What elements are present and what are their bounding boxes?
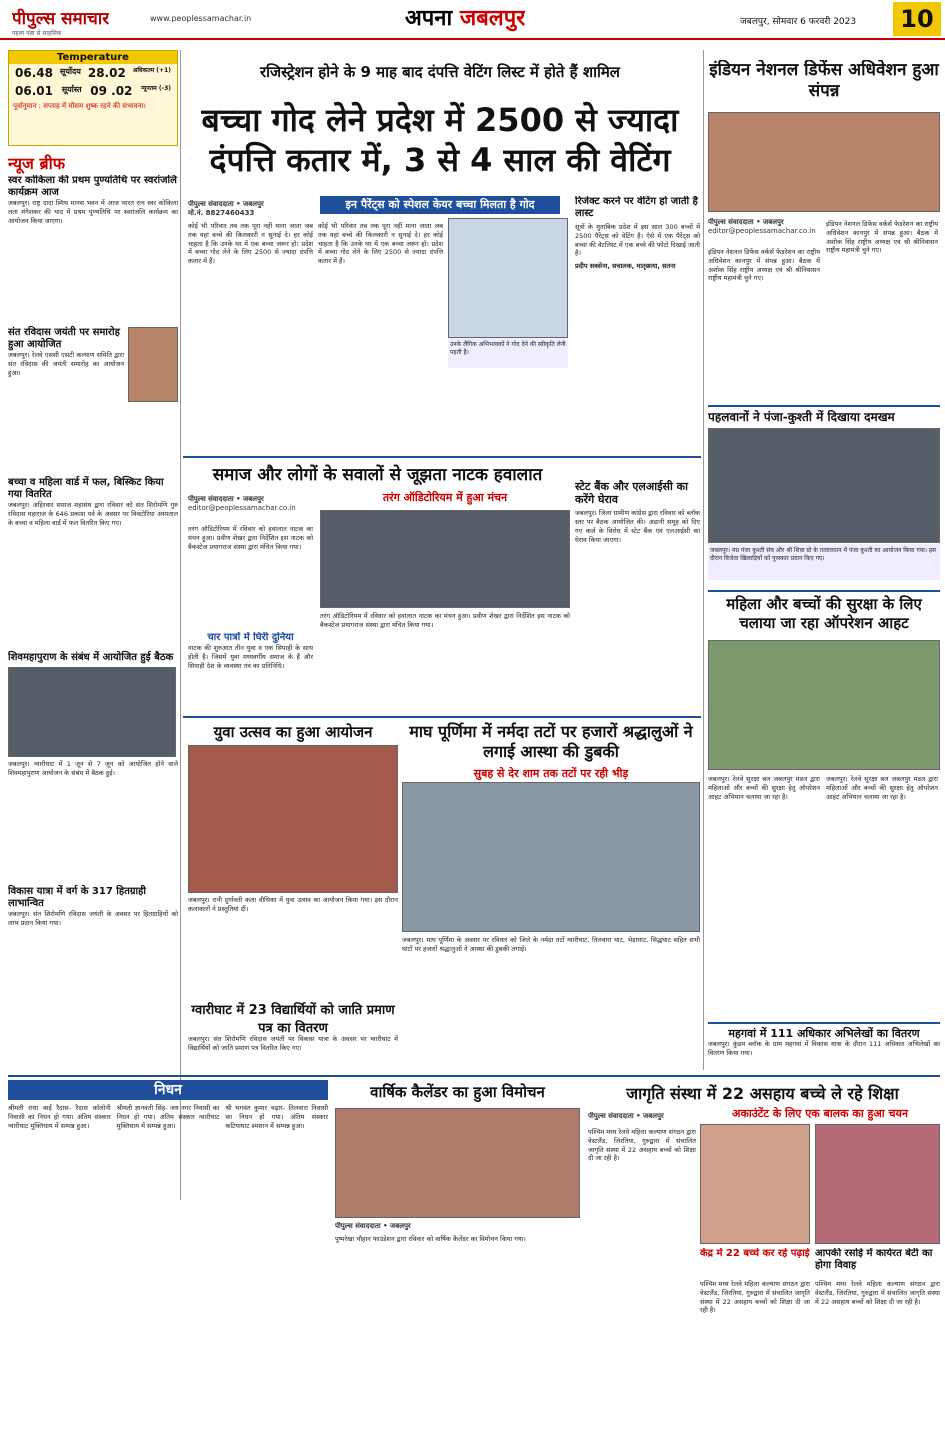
website-url[interactable]: www.peoplessamachar.in bbox=[150, 14, 252, 23]
lead-band: इन पैरेंट्स को स्पेशल केयर बच्चा मिलता है गोद bbox=[320, 196, 560, 214]
page-number: 10 bbox=[893, 2, 941, 36]
jagriti-box2: आपकी रसोई में कार्यरत बेटी का होगा विवाह bbox=[815, 1248, 933, 1271]
defence-byline: पीपुल्स संवाददाता • जबलपुर editor@peoplessamachar.co.in bbox=[708, 218, 816, 235]
safety-body-col2: जबलपुर। रेलवे सुरक्षा बल जबलपुर मंडल द्वारा महिलाओं और बच्चों की सुरक्षा हेतु ऑपरेशन आहट अभियान चलाया जा रहा है। bbox=[826, 775, 938, 801]
jagriti-body-col2: पश्चिम मध्य रेलवे महिला कल्याण संगठन द्वारा वेस्टलैंड, जिरतिया, गुरुद्वारा में संचालित जागृति संस्था में 22 असहाय बच्चों को शिक्षा दी जा रही है। bbox=[700, 1280, 810, 1315]
wrestling-headline: पहलवानों ने पंजा-कुश्ती में दिखाया दमखम bbox=[708, 405, 940, 424]
safety-body: जबलपुर। रेलवे सुरक्षा बल जबलपुर मंडल द्वारा महिलाओं और बच्चों की सुरक्षा हेतु ऑपरेशन आहट अभियान चलाया जा रहा है। bbox=[708, 775, 820, 801]
natak-subhead: तरंग ऑडिटोरियम में हुआ मंचन bbox=[382, 491, 508, 504]
natak-headline: समाज और लोगों के सवालों से जूझता नाटक हवालात bbox=[212, 465, 543, 485]
natak-photo bbox=[320, 510, 570, 608]
narmada-headline: माघ पूर्णिमा में नर्मदा तटों पर हजारों श्रद्धालुओं ने लगाई आस्था की डुबकी bbox=[409, 722, 693, 761]
lead-headline: बच्चा गोद लेने प्रदेश में 2500 से ज्यादा दंपत्ति कतार में, 3 से 4 साल की वेटिंग bbox=[201, 101, 679, 179]
nidhan-title: निधन bbox=[8, 1080, 328, 1100]
sbi-story: स्टेट बैंक और एलआईसी का करेंगे घेराव जबलपुर। जिला ग्रामीण कांग्रेस द्वारा रविवार को ब्लॉक स्तर पर बैठक आयोजित की। अडानी समूह को दिए गए कर्ज के विरोध में स्टेट बैंक एवं एलआईसी का घेराव किया जाएगा। bbox=[575, 480, 700, 544]
defence-body: इंडियन नेशनल डिफेंस वर्कर्स फेडरेशन का राष्ट्रीय अधिवेशन कानपुर में संपन्न हुआ। बैठक में अशोक सिंह राष्ट्रीय अध्यक्ष एवं श्री श्रीनिवासन राष्ट्रीय महामंत्री चुने गए। bbox=[708, 248, 820, 283]
defence-headline: इंडियन नेशनल डिफेंस अधिवेशन हुआ संपन्न bbox=[709, 60, 939, 102]
temperature-box: Temperature 06.48 सूर्योदय 28.02 अधिकतम (+1) 06.01 सूर्यास्त 09 .02 न्यूनतम (-3) पूर्वानुमान : सप्ताह में मौसम शुष्क रहने की संभावना। bbox=[8, 50, 178, 146]
natak-byline: पीपुल्स संवाददाता • जबलपुर editor@peoplessamachar.co.in bbox=[188, 495, 296, 512]
abhilekh-body: जबलपुर। कुंडम ब्लॉक के ग्राम महगवां में विकास यात्रा के दौरान 111 अधिकार अभिलेखों का वितरण किया गया। bbox=[708, 1040, 940, 1057]
brief-item: बच्चा व महिला वार्ड में फल, बिस्किट किया गया वितरित जबलपुर। अहिरवार समाज महासंघ द्वारा रविवार को संत शिरोमणि गुरु रविदास महाराज के 646 प्रकाश पर्व के अवसर पर विक्टोरिया अस्पताल के बच्चा व महिला वार्ड में फल वितरित किए गए। bbox=[8, 477, 178, 527]
jagriti-headline: जागृति संस्था में 22 असहाय बच्चे ले रहे शिक्षा bbox=[626, 1084, 899, 1103]
jagriti-box1: केंद्र में 22 बच्चे कर रहे पढ़ाई bbox=[700, 1248, 810, 1259]
calendar-photo bbox=[335, 1108, 580, 1218]
natak-body-col2: तरंग ऑडिटोरियम में रविवार को हवालात नाटक का मंचन हुआ। प्रवीण शेखर द्वारा निर्देशित इस नाटक को बैकस्टेज प्रयागराज संस्था द्वारा मंचित किया गया। bbox=[320, 612, 570, 629]
narmada-subhead: सुबह से देर शाम तक तटों पर रही भीड़ bbox=[473, 767, 629, 780]
calendar-body: पुष्परेखा चौहान फाउंडेशन द्वारा रविवार को वार्षिक कैलेंडर का विमोचन किया गया। bbox=[335, 1235, 526, 1243]
jagriti-photo-left bbox=[700, 1124, 810, 1244]
child-photo bbox=[448, 218, 568, 338]
dateline: जबलपुर, सोमवार 6 फरवरी 2023 bbox=[740, 17, 857, 27]
calendar-byline: पीपुल्स संवाददाता • जबलपुर bbox=[335, 1222, 411, 1230]
jagriti-byline: पीपुल्स संवाददाता • जबलपुर bbox=[588, 1112, 664, 1120]
wrestling-caption: जबलपुर। मप्र पंजा कुश्ती संघ और श्री शिवा ग्रो के तत्वावधान में पंजा कुश्ती का आयोजन किया गया। इस दौरान विजेता खिलाड़ियों को पुरस्कार प्रदान किए गए। bbox=[708, 544, 940, 580]
wrestling-photo bbox=[708, 428, 940, 543]
column-divider bbox=[180, 50, 181, 1200]
nidhan-list bbox=[8, 1104, 328, 1434]
column-divider bbox=[703, 50, 704, 1070]
gwarighat-headline: ग्वारीघाट में 23 विद्यार्थियों को जाति प्रमाण पत्र का वितरण bbox=[191, 1003, 395, 1036]
section-rule bbox=[8, 1075, 940, 1077]
jagriti-body-col3: पश्चिम मध्य रेलवे महिला कल्याण संगठन द्वारा वेस्टलैंड, जिरतिया, गुरुद्वारा में संचालित जागृति संस्था में 22 असहाय बच्चों को शिक्षा दी जा रही है। bbox=[815, 1280, 940, 1306]
yuva-headline: युवा उत्सव का हुआ आयोजन bbox=[213, 723, 373, 741]
brief-item: स्वर कोकिला की प्रथम पुण्यतिथि पर स्वरांजलि कार्यक्रम आज जबलपुर। राष्ट्र दादा स्मिथ मानस भवन में आज भारत रत्न स्वर कोकिला लता मंगेशकर की याद में प्रथम पुण्यतिथि पर स्वरांजलि कार्यक्रम का आयोजन किया जाएगा। bbox=[8, 175, 178, 225]
news-brief-column bbox=[8, 175, 178, 1200]
lead-kicker: रजिस्ट्रेशन होने के 9 माह बाद दंपत्ति वेटिंग लिस्ट में होते हैं शामिल bbox=[260, 63, 620, 81]
gwarighat-body: जबलपुर। संत शिरोमणि रविदास जयंती पर विकास यात्रा के अवसर पर ग्वारीघाट में विद्यार्थियों को जाति प्रमाण पत्र वितरित किए गए। bbox=[188, 1035, 398, 1052]
abhilekh-headline: महगवां में 111 अधिकार अभिलेखों का वितरण bbox=[708, 1022, 940, 1040]
section-title: अपना जबलपुर bbox=[405, 6, 526, 31]
brief-item: विकास यात्रा में वर्ग के 317 हितग्राही लाभान्वित जबलपुर। संत शिरोमणि रविदास जयंती के अवसर पर हितग्राहियों को लाभ प्रदान किया गया। bbox=[8, 886, 178, 927]
newspaper-logo: पीपुल्स समाचार पहला पन्ना से साहसिक bbox=[12, 9, 110, 37]
narmada-body: जबलपुर। माघ पूर्णिमा के अवसर पर रविवार को जिले के नर्मदा तटों ग्वारीघाट, तिलवारा घाट, भेड़ाघाट, सिद्धघाट सहित सभी घाटों पर हजारों श्रद्धालुओं ने आस्था की डुबकी लगाई। bbox=[402, 936, 700, 953]
lead-body: कोई भी परिवार तब तक पूरा नहीं माना जाता जब तक वहां बच्चे की किलकारी न सुनाई दे। हर कोई चाहता है कि उनके घर में एक बच्चा जरूर हो। प्रदेश में बच्चा गोद लेने के लिए 2500 से ज्यादा दंपत्ति कतार में हैं। bbox=[188, 222, 313, 266]
jagriti-body: पश्चिम मध्य रेलवे महिला कल्याण संगठन द्वारा वेस्टलैंड, जिरतिया, गुरुद्वारा में संचालित जागृति संस्था में 22 असहाय बच्चों को शिक्षा दी जा रही है। bbox=[588, 1128, 696, 1163]
obituary-item: श्रीमती ज्ञानवती सिंह- जय नगर निवासी का निधन हो गया। अंतिम संस्कार ग्वारीघाट मुक्तिधाम में सम्पन्न हुआ। bbox=[116, 1104, 220, 1130]
calendar-headline: वार्षिक कैलेंडर का हुआ विमोचन bbox=[370, 1083, 545, 1101]
obituary-item: श्री भगवंत कुमार चढ़ार- तिलवारा निवासी का निधन हो गया। अंतिम संस्कार कटियाघाट श्मशान में सम्पन्न हुआ। bbox=[225, 1104, 328, 1130]
safety-headline: महिला और बच्चों की सुरक्षा के लिए चलाया जा रहा ऑपरेशन आहट bbox=[708, 590, 940, 633]
defence-photo bbox=[708, 112, 940, 212]
lead-byline-block: पीपुल्स संवाददाता • जबलपुर मो.नं. 8827460433 bbox=[188, 200, 264, 217]
defence-body-col2: इंडियन नेशनल डिफेंस वर्कर्स फेडरेशन का राष्ट्रीय अधिवेशन कानपुर में संपन्न हुआ। बैठक में अशोक सिंह राष्ट्रीय अध्यक्ष एवं श्री श्रीनिवासन राष्ट्रीय महामंत्री चुने गए। bbox=[826, 220, 938, 255]
meeting-photo bbox=[8, 667, 176, 757]
jagriti-subhead: अकाउंटेंट के लिए एक बालक का हुआ चयन bbox=[732, 1107, 908, 1120]
rayidas-photo bbox=[128, 327, 178, 402]
lead-body-col2: कोई भी परिवार तब तक पूरा नहीं माना जाता जब तक वहां बच्चे की किलकारी न सुनाई दे। हर कोई चाहता है कि उनके घर में एक बच्चा जरूर हो। प्रदेश में बच्चा गोद लेने के लिए 2500 से ज्यादा दंपत्ति कतार में हैं। bbox=[318, 222, 443, 266]
obituary-item: श्रीमती राधा बाई रैदास- रैदास कॉलोनी निवासी का निधन हो गया। अंतिम संस्कार ग्वारीघाट मुक्तिधाम में सम्पन्न हुआ। bbox=[8, 1104, 111, 1130]
section-rule bbox=[183, 456, 701, 458]
yuva-body: जबलपुर। रानी दुर्गावती कला वीथिका में युवा उत्सव का आयोजन किया गया। इस दौरान कलाकारों ने प्रस्तुतियां दीं। bbox=[188, 896, 398, 913]
section-rule bbox=[183, 716, 701, 718]
news-brief-title: न्यूज ब्रीफ bbox=[8, 154, 66, 173]
brief-item: संत रविदास जयंती पर समारोह हुआ आयोजित जबलपुर। रेलवे एससी एसटी कल्याण समिति द्वारा संत रविदास की जयंती समारोह का आयोजन हुआ। bbox=[8, 327, 178, 471]
lead-side-story: रिजेक्ट करने पर वेटिंग हो जाती है लास्ट सूत्रों के मुताबिक प्रदेश में इस साल 300 बच्चों में 2500 पैरेंट्स को वेटिंग है। ऐसे में एक पैरेंट्स को बच्चा की वेटलिस्ट में एक बच्चे की फोटो दिखाई जाती है। प्रदीप सक्सेना, सचालक, मातृछाया, सतना bbox=[575, 196, 700, 271]
narmada-photo bbox=[402, 782, 700, 932]
brief-item: शिवमहापुराण के संबंध में आयोजित हुई बैठक जबलपुर। ग्वारीघाट में 1 जून से 7 जून को आयोजित होने वाले शिवमहापुराण आयोजन के संबंध में बैठक हुई। bbox=[8, 652, 178, 777]
safety-photo bbox=[708, 640, 940, 770]
child-photo-caption: उनके लैंगिक अभिभावकों ने गोद देने की स्वीकृति लेनी पड़ती है। bbox=[448, 338, 568, 368]
natak-body: तरंग ऑडिटोरियम में रविवार को हवालात नाटक का मंचन हुआ। प्रवीण शेखर द्वारा निर्देशित इस नाटक को बैकस्टेज प्रयागराज संस्था द्वारा मंचित किया गया। bbox=[188, 525, 313, 551]
jagriti-photo-right bbox=[815, 1124, 940, 1244]
natak-box: चार पात्रों में घिरी दुनिया नाटक की शुरुआत तीन युवा व एक सिपाही के साथ होती है। जिसमें युवा मध्यवर्गीय समाज के हैं और सिपाही देश के व्यवस्था तंत्र का प्रतिनिधि। bbox=[188, 632, 313, 670]
yuva-photo bbox=[188, 745, 398, 893]
